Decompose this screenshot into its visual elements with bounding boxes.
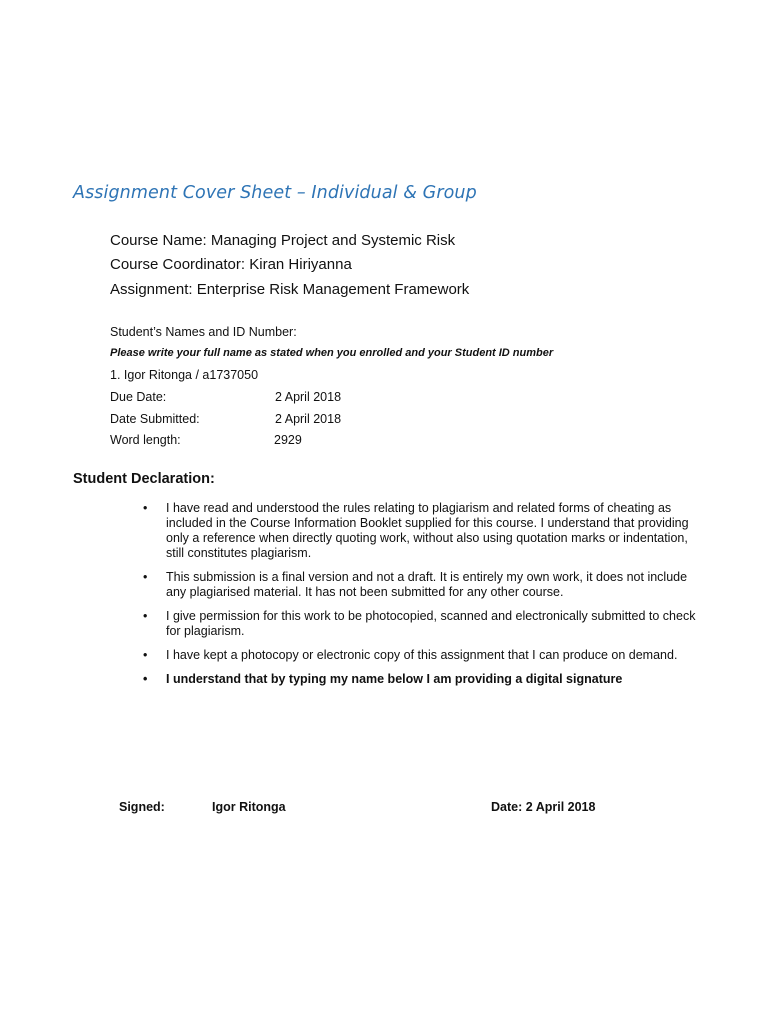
- student-entry: 1. Igor Ritonga / a1737050: [110, 368, 259, 382]
- signed-label: Signed:: [119, 800, 165, 814]
- date-submitted-label: Date Submitted:: [110, 412, 200, 426]
- declaration-item-text: I have read and understood the rules relating to plagiarism and related forms of cheating as included in the Course Information Booklet supplied for this course. I understand that providing only a reference when directly quoting work, without also using quotation marks or indentation, still constitutes plagiarism.: [166, 501, 689, 560]
- students-instruction: Please write your full name as stated when you enrolled and your Student ID number: [110, 347, 554, 359]
- declaration-item: [143, 501, 703, 561]
- word-length-label: Word length:: [110, 433, 181, 447]
- bullet-icon: •: [143, 501, 148, 515]
- due-date-label: Due Date:: [110, 390, 167, 404]
- bullet-icon: •: [143, 570, 148, 584]
- declaration-item-text: This submission is a final version and not a draft. It is entirely my own work, it does not include any plagiarised material. It has not been submitted for any other course.: [166, 570, 688, 599]
- bullet-icon: •: [143, 672, 148, 686]
- bullet-icon: •: [143, 648, 148, 662]
- course-name: Course Name: Managing Project and Systemic Risk: [110, 232, 456, 249]
- declaration-item-text: I understand that by typing my name below I am providing a digital signature: [166, 672, 623, 686]
- assignment-name: Assignment: Enterprise Risk Management Framework: [110, 281, 470, 298]
- due-date-value: 2 April 2018: [275, 390, 342, 404]
- date-submitted-value: 2 April 2018: [275, 412, 342, 426]
- course-coordinator: Course Coordinator: Kiran Hiriyanna: [110, 256, 352, 273]
- bullet-icon: •: [143, 609, 148, 623]
- declaration-heading: Student Declaration:: [73, 471, 215, 487]
- students-heading: Student’s Names and ID Number:: [110, 325, 297, 339]
- declaration-item-text: I give permission for this work to be photocopied, scanned and electronically submitted to check for plagiarism.: [166, 609, 696, 638]
- declaration-item-signature-notice: [143, 672, 703, 687]
- declaration-item: [143, 648, 703, 663]
- declaration-item: [143, 609, 703, 639]
- due-date-row: [110, 390, 342, 404]
- signed-name: Igor Ritonga: [212, 800, 286, 814]
- document-title: Assignment Cover Sheet – Individual & Group: [73, 183, 477, 203]
- signature-date: Date: 2 April 2018: [491, 800, 596, 814]
- word-length-value: 2929: [274, 433, 302, 447]
- declaration-list: [143, 501, 703, 697]
- word-length-row: [110, 433, 302, 447]
- date-submitted-row: [110, 412, 342, 426]
- declaration-item-text: I have kept a photocopy or electronic copy of this assignment that I can produce on demand.: [166, 648, 678, 662]
- declaration-item: [143, 570, 703, 600]
